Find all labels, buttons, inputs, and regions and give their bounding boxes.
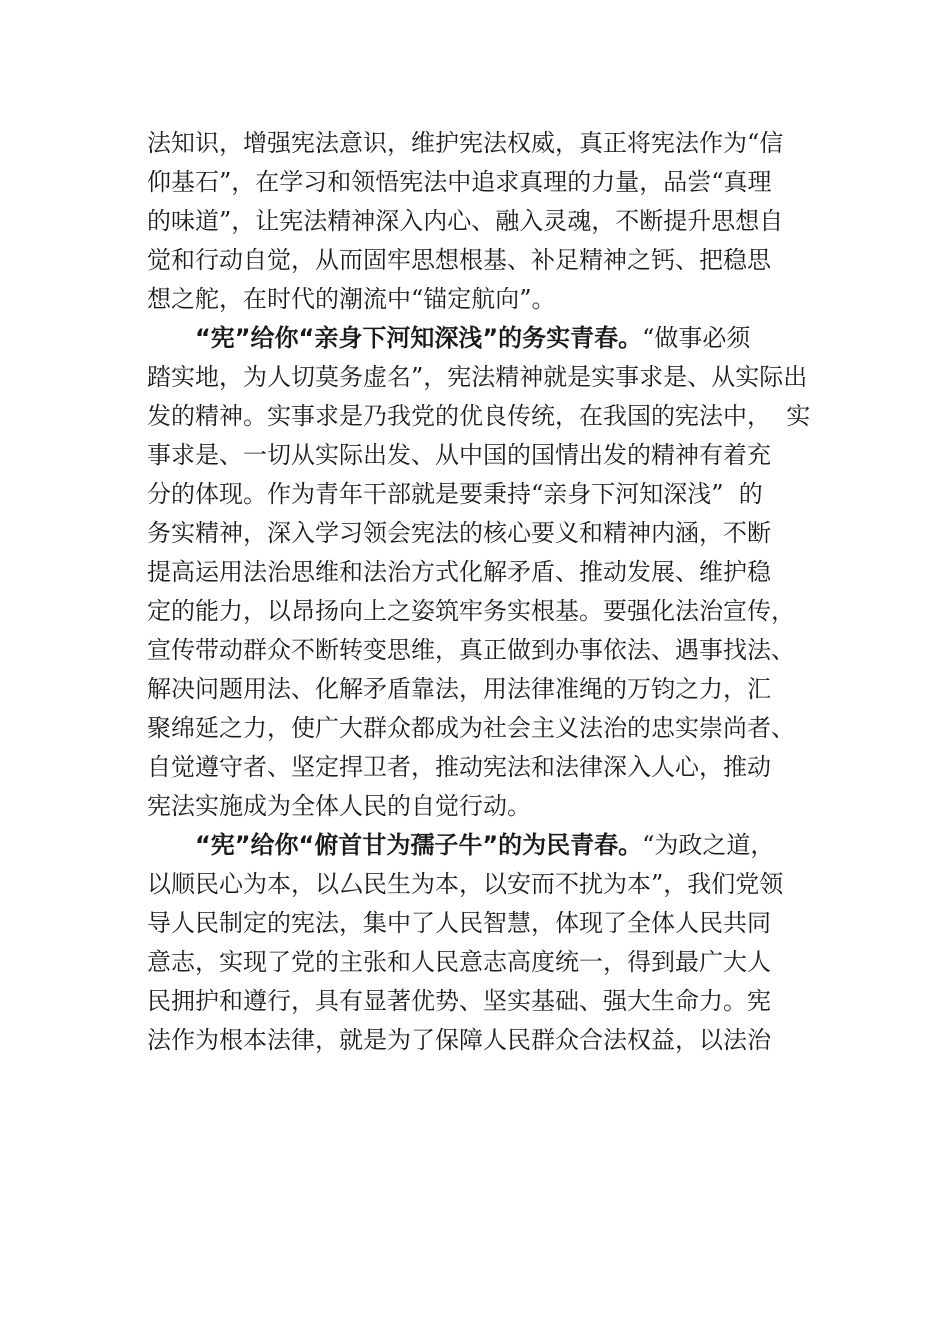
paragraph-2-first-line bbox=[147, 319, 827, 358]
paragraph-3-line-3: 意志，实现了党的主张和人民意志高度统一，得到最广大人 bbox=[147, 948, 771, 976]
paragraph-3-line-4: 民拥护和遵行，具有显著优势、坚实基础、强大生命力。宪 bbox=[147, 987, 771, 1015]
document-body bbox=[147, 124, 827, 1060]
paragraph-2-line-2: 发的精神。实事求是乃我党的优良传统，在我国的宪法中， 实 bbox=[147, 402, 811, 430]
paragraph-1-line-3: 的味道”，让宪法精神深入内心、融入灵魂，不断提升思想自 bbox=[147, 207, 784, 235]
paragraph-2-line-8: 宣传带动群众不断转变思维，真正做到办事依法、遇事找法、 bbox=[147, 636, 795, 664]
paragraph-2-line-12: 宪法实施成为全体人民的自觉行动。 bbox=[147, 792, 531, 820]
paragraph-3-first-line-rest: “为政之道， bbox=[642, 831, 775, 859]
paragraph-2-line-4: 分的体现。作为青年干部就是要秉持“亲身下河知深浅” 的 bbox=[147, 480, 763, 508]
paragraph-2-line-6: 提高运用法治思维和法治方式化解矛盾、推动发展、维护稳 bbox=[147, 558, 771, 586]
paragraph-1-line-1: 法知识，增强宪法意识，维护宪法权威，真正将宪法作为“信 bbox=[147, 129, 784, 157]
paragraph-2-line-3: 事求是、一切从实际出发、从中国的国情出发的精神有着充 bbox=[147, 441, 771, 469]
paragraph-3-line-5: 法作为根本法律，就是为了保障人民群众合法权益，以法治 bbox=[147, 1026, 771, 1054]
paragraph-1-line-4: 觉和行动自觉，从而固牢思想根基、补足精神之钙、把稳思 bbox=[147, 246, 771, 274]
paragraph-2-line-1: 踏实地，为人切莫务虚名”，宪法精神就是实事求是、从实际出 bbox=[147, 363, 808, 391]
paragraph-3-heading: “宪”给你“俯首甘为孺子牛”的为民青春。 bbox=[195, 831, 643, 859]
paragraph-3-line-2: 导人民制定的宪法，集中了人民智慧，体现了全体人民共同 bbox=[147, 909, 771, 937]
paragraph-2-line-5: 务实精神，深入学习领会宪法的核心要义和精神内涵，不断 bbox=[147, 519, 771, 547]
paragraph-2-line-10: 聚绵延之力，使广大群众都成为社会主义法治的忠实崇尚者、 bbox=[147, 714, 795, 742]
paragraph-1-line-5: 想之舵，在时代的潮流中“锚定航向”。 bbox=[147, 285, 556, 313]
paragraph-2-line-7: 定的能力，以昂扬向上之姿筑牢务实根基。要强化法治宣传， bbox=[147, 597, 795, 625]
paragraph-2-heading: “宪”给你“亲身下河知深浅”的务实青春。 bbox=[195, 324, 643, 352]
paragraph-1-line-2: 仰基石”，在学习和领悟宪法中追求真理的力量，品尝“真理 bbox=[147, 168, 772, 196]
paragraph-3-line-1: 以顺民心为本，以厶民生为本，以安而不扰为本”，我们党领 bbox=[147, 870, 784, 898]
paragraph-2-line-11: 自觉遵守者、坚定捍卫者，推动宪法和法律深入人心，推动 bbox=[147, 753, 771, 781]
paragraph-3-first-line bbox=[147, 826, 827, 865]
paragraph-2-line-9: 解决问题用法、化解矛盾靠法，用法律准绳的万钧之力，汇 bbox=[147, 675, 771, 703]
paragraph-2-first-line-rest: “做事必须 bbox=[642, 324, 751, 352]
